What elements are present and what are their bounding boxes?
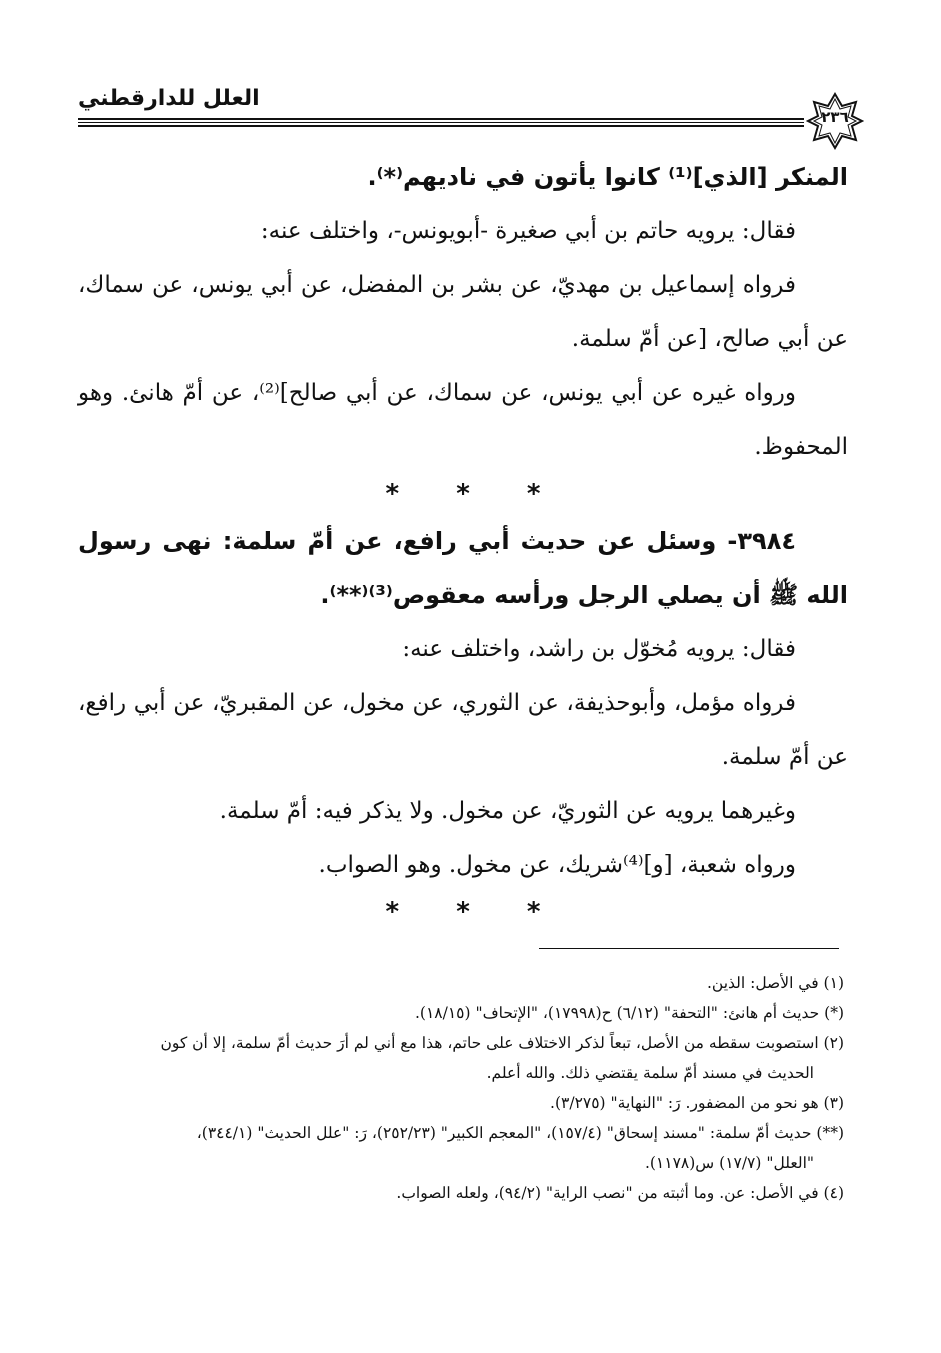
paragraph: ورواه غيره عن أبي يونس، عن سماك، عن أبي صالح]⁽²⁾، عن أمّ هانئ. وهو المحفوظ.	[78, 380, 848, 460]
footnote: (٢) استصوبت سقطه من الأصل، تبعاً لذكر الاختلاف على حاتم، هذا مع أني لم أرَ حديث أمّ سلمة، إلا أن كون	[160, 1034, 844, 1052]
header-rule	[78, 125, 804, 127]
header-rule	[78, 122, 804, 123]
footnote: (*) حديث أم هانئ: "التحفة" (٦/١٢) ح(١٧٩٩٨)، "الإتحاف" (١٨/١٥).	[414, 1004, 844, 1022]
header-rule	[78, 118, 804, 120]
paragraph: فقال: يرويه مُخوّل بن راشد، واختلف عنه:	[402, 636, 796, 662]
footnote-continuation: "العلل" (١٧/٧) س(١١٧٨).	[644, 1154, 814, 1172]
page-number: ٢٣٦	[821, 108, 849, 126]
section-separator: * * *	[385, 479, 541, 509]
footnote: (٣) هو نحو من المضفور. رَ: "النهاية" (٣/٢٧٥).	[550, 1094, 844, 1112]
footnote: (**) حديث أمّ سلمة: "مسند إسحاق" (١٥٧/٤)، "المعجم الكبير" (٢٥٢/٢٣)، رَ: "علل الحديث" (٣٤٤/١)،	[196, 1124, 844, 1142]
footnote: (١) في الأصل: الذين.	[706, 974, 844, 992]
paragraph: المنكر [الذي]⁽¹⁾ كانوا يأتون في ناديهم⁽*⁾.	[367, 163, 848, 191]
section-separator: * * *	[385, 897, 541, 927]
footnote: (٤) في الأصل: عن. وما أثبته من "نصب الراية" (٩٤/٢)، ولعله الصواب.	[396, 1184, 844, 1202]
hadith-question: ٣٩٨٤- وسئل عن حديث أبي رافع، عن أمّ سلمة: نهى رسول الله ﷺ أن يصلي الرجل ورأسه معقوص⁽³⁾⁽**⁾.	[78, 527, 848, 609]
page-header	[78, 78, 860, 138]
footnote-continuation: الحديث في مسند أمّ سلمة يقتضي ذلك. والله أعلم.	[486, 1064, 814, 1082]
footnote-divider	[539, 948, 839, 949]
paragraph: وغيرهما يرويه عن الثوريّ، عن مخول. ولا يذكر فيه: أمّ سلمة.	[219, 798, 796, 824]
paragraph: ورواه شعبة، [و]⁽⁴⁾شريك، عن مخول. وهو الصواب.	[318, 852, 796, 878]
paragraph: فقال: يرويه حاتم بن أبي صغيرة -أبويونس-، واختلف عنه:	[260, 218, 796, 244]
main-text	[78, 150, 848, 932]
book-title: العلل للدارقطني	[78, 86, 260, 111]
paragraph: فرواه مؤمل، وأبوحذيفة، عن الثوري، عن مخول، عن المقبريّ، عن أبي رافع، عن أمّ سلمة.	[78, 690, 848, 770]
paragraph: فرواه إسماعيل بن مهديّ، عن بشر بن المفضل، عن أبي يونس، عن سماك، عن أبي صالح، [عن أمّ سلمة.	[78, 272, 848, 352]
footnotes	[66, 968, 844, 1208]
